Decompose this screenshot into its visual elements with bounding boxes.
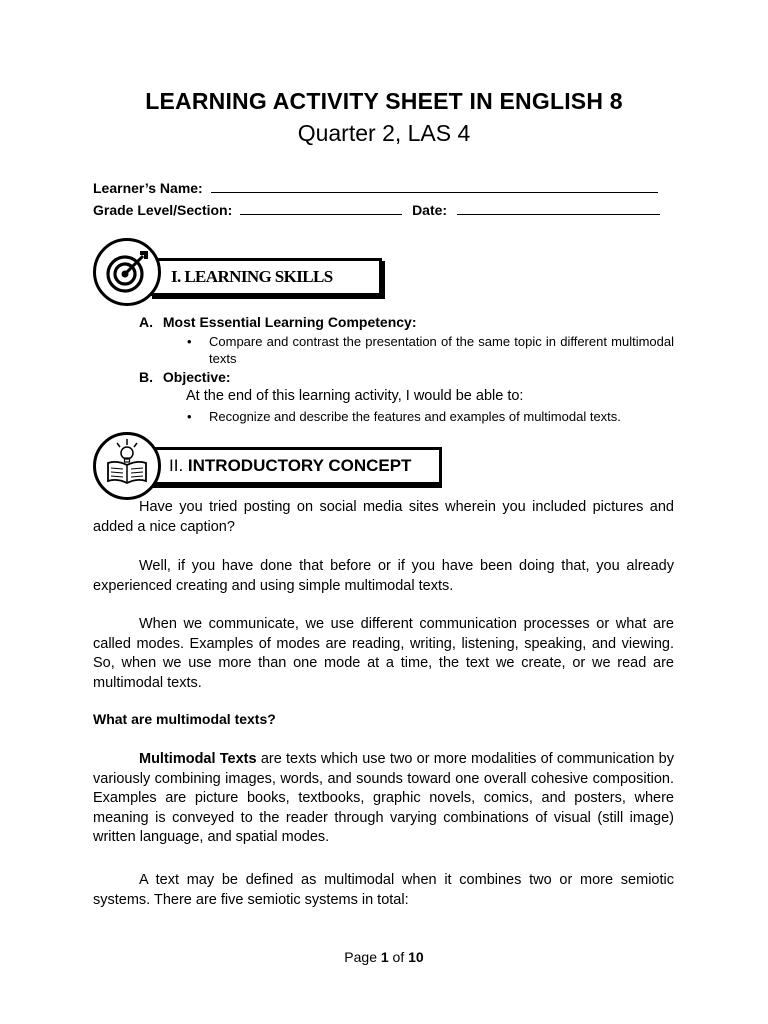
learning-skills-box	[149, 258, 382, 296]
paragraph-social-media: Have you tried posting on social media sites wherein you included pictures and added a nice caption?	[93, 499, 674, 535]
document-subtitle: Quarter 2, LAS 4	[297, 120, 471, 146]
paragraph-semiotic: A text may be defined as multimodal when it combines two or more semiotic systems. There are five semiotic systems in total:	[93, 872, 674, 908]
book-lightbulb-icon	[93, 432, 161, 500]
objective-bullet	[187, 408, 679, 425]
learning-skills-title: I. LEARNING SKILLS	[171, 267, 333, 286]
competency-heading-row	[139, 314, 417, 330]
grade-section-row	[93, 200, 660, 218]
objective-marker: B.	[139, 369, 153, 385]
paragraph-definition	[93, 750, 674, 848]
bullet-icon: •	[187, 334, 192, 349]
paragraph-experience: Well, if you have done that before or if you have been doing that, you already experienced creating and using simple multimodal texts.	[93, 558, 674, 594]
grade-level-label: Grade Level/Section:	[93, 202, 233, 218]
multimodal-definition: are texts which use two or more modalities of communication by variously combining images, words, and sounds toward one overall cohesive composition. Examples are picture books, textbooks, graphic novels, comics, and posters, where meaning is conveyed to the reader through varying combinations of visual (still image) written language, and spatial modes.	[93, 751, 674, 845]
page-total: 10	[408, 949, 424, 965]
objective-heading-row	[139, 369, 231, 385]
document-title: LEARNING ACTIVITY SHEET IN ENGLISH 8	[145, 88, 623, 114]
learner-name-row	[93, 178, 658, 196]
objective-intro: At the end of this learning activity, I would be able to:	[186, 388, 524, 404]
multimodal-question: What are multimodal texts?	[93, 711, 276, 727]
date-label: Date:	[412, 202, 448, 218]
multimodal-term: Multimodal Texts	[139, 751, 257, 767]
date-blank[interactable]	[457, 200, 660, 215]
paragraph-modes: When we communicate, we use different communication processes or what are called modes. Examples of modes are reading, writing, listening, speaking, and viewing. So, when we use more than one mode at a time, the text we create, or we read are multimodal texts.	[93, 616, 674, 691]
page-number: 1	[380, 949, 389, 965]
page-indicator: Page 1 of 10	[344, 949, 424, 965]
objective-heading: Objective:	[162, 369, 231, 385]
introductory-concept-box	[149, 447, 442, 485]
learning-skills-banner	[93, 238, 393, 308]
competency-bullet-text: Compare and contrast the presentation of the same topic in different multimodal texts	[209, 334, 674, 366]
target-icon	[93, 238, 161, 306]
objective-bullet-text: Recognize and describe the features and examples of multimodal texts.	[209, 409, 621, 424]
learner-name-blank[interactable]	[211, 178, 658, 193]
competency-marker: A.	[139, 314, 153, 330]
bullet-icon: •	[187, 409, 192, 424]
introductory-concept-title: II. INTRODUCTORY CONCEPT	[169, 456, 412, 475]
competency-heading: Most Essential Learning Competency:	[162, 314, 417, 330]
learner-name-label: Learner’s Name:	[93, 180, 203, 196]
grade-level-blank[interactable]	[240, 200, 402, 215]
competency-bullet	[187, 333, 674, 367]
introductory-concept-banner	[93, 432, 453, 502]
